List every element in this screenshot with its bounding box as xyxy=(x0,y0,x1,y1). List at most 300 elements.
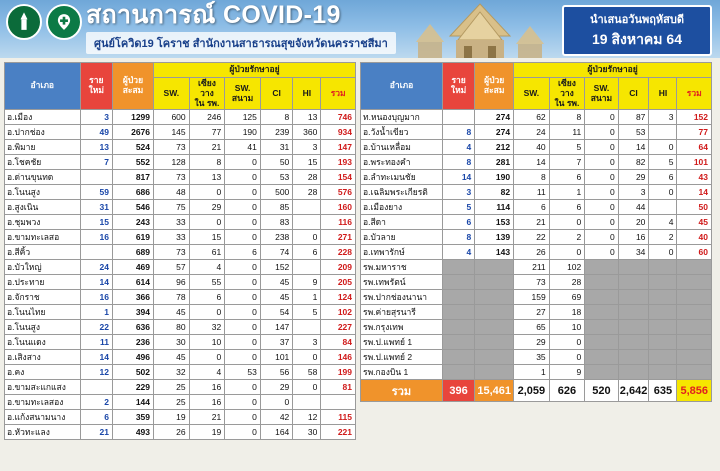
row-sw-field: 21 xyxy=(189,140,225,155)
row-ci: 82 xyxy=(618,155,649,170)
row-sw-field: 8 xyxy=(189,155,225,170)
row-ci: 29 xyxy=(618,170,649,185)
row-new-cases: 22 xyxy=(80,320,112,335)
row-hi xyxy=(293,320,321,335)
row-ci xyxy=(618,290,649,305)
row-new-cases xyxy=(442,365,474,380)
row-amphoe-name: อ.ชุมพวง xyxy=(5,215,81,230)
row-ci xyxy=(618,365,649,380)
row-new-cases: 49 xyxy=(80,125,112,140)
row-new-cases: 31 xyxy=(80,200,112,215)
row-total-cases xyxy=(475,350,514,365)
row-sw: 8 xyxy=(514,170,550,185)
row-total-cases: 281 xyxy=(475,155,514,170)
table-row xyxy=(361,320,712,335)
table-header-row-1 xyxy=(5,63,356,78)
row-ci: 29 xyxy=(260,380,292,395)
row-amphoe-name: อ.วังน้ำเขียว xyxy=(361,125,443,140)
row-total-cases: 274 xyxy=(475,110,514,125)
row-amphoe-name: รพ.ค่ายสุรนารี xyxy=(361,305,443,320)
table-row xyxy=(5,425,356,440)
total-label: รวม xyxy=(361,380,443,402)
row-ci: 20 xyxy=(618,215,649,230)
row-hi: 2 xyxy=(649,230,677,245)
row-amphoe-name: อ.สูงเนิน xyxy=(5,200,81,215)
right-table-body xyxy=(361,110,712,380)
row-ci xyxy=(618,335,649,350)
row-sum: 147 xyxy=(321,140,356,155)
row-sw-snam: 6 xyxy=(225,245,261,260)
row-new-cases: 5 xyxy=(442,200,474,215)
row-sw-snam: 190 xyxy=(225,125,261,140)
row-sw: 32 xyxy=(154,365,190,380)
row-new-cases: 21 xyxy=(80,425,112,440)
row-sw-snam: 0 xyxy=(225,320,261,335)
row-sw-field: 28 xyxy=(549,275,585,290)
row-amphoe-name: อ.บัวใหญ่ xyxy=(5,260,81,275)
row-sw-field: 246 xyxy=(189,110,225,125)
row-hi: 4 xyxy=(649,215,677,230)
row-ci: 44 xyxy=(618,200,649,215)
row-ci xyxy=(618,320,649,335)
row-sum: 102 xyxy=(321,305,356,320)
row-total-cases: 817 xyxy=(112,170,153,185)
row-sum: 746 xyxy=(321,110,356,125)
row-new-cases xyxy=(442,275,474,290)
row-hi xyxy=(649,365,677,380)
row-sum: 271 xyxy=(321,230,356,245)
row-sum: 64 xyxy=(677,140,712,155)
row-sw: 73 xyxy=(514,275,550,290)
row-total-cases: 114 xyxy=(475,200,514,215)
row-hi xyxy=(293,260,321,275)
row-amphoe-name: รพ.กรุงเทพ xyxy=(361,320,443,335)
row-new-cases: 59 xyxy=(80,185,112,200)
row-sum xyxy=(677,290,712,305)
col-total: ผู้ป่วย สะสม xyxy=(112,63,153,110)
row-amphoe-name: รพ.กองบิน 1 xyxy=(361,365,443,380)
total-ci: 2,642 xyxy=(618,380,649,402)
row-sum: 576 xyxy=(321,185,356,200)
row-sum: 934 xyxy=(321,125,356,140)
row-ci: 87 xyxy=(618,110,649,125)
row-sum xyxy=(677,305,712,320)
row-sw: 78 xyxy=(154,290,190,305)
row-sw: 19 xyxy=(154,410,190,425)
row-ci xyxy=(618,275,649,290)
col-ci: CI xyxy=(618,78,649,110)
row-sw-field: 0 xyxy=(549,335,585,350)
row-ci: 31 xyxy=(260,140,292,155)
row-new-cases: 12 xyxy=(80,365,112,380)
row-sw-snam: 0 xyxy=(585,230,618,245)
row-hi: 5 xyxy=(649,155,677,170)
row-total-cases: 686 xyxy=(112,185,153,200)
row-sw: 1 xyxy=(514,365,550,380)
row-sum xyxy=(321,395,356,410)
table-row xyxy=(5,395,356,410)
row-hi xyxy=(649,275,677,290)
row-ci: 53 xyxy=(260,170,292,185)
row-ci: 50 xyxy=(260,155,292,170)
row-sw: 33 xyxy=(154,215,190,230)
right-data-table xyxy=(360,62,712,402)
row-amphoe-name: อ.ขามทะเลสอง xyxy=(5,395,81,410)
row-sw-field: 5 xyxy=(549,140,585,155)
row-amphoe-name: อ.โนนไทย xyxy=(5,305,81,320)
row-sw: 65 xyxy=(514,320,550,335)
row-sw-field: 8 xyxy=(549,110,585,125)
row-sw: 73 xyxy=(154,140,190,155)
row-amphoe-name: อ.เฉลิมพระเกียรติ xyxy=(361,185,443,200)
row-new-cases xyxy=(442,305,474,320)
row-sum: 116 xyxy=(321,215,356,230)
row-sw-field: 7 xyxy=(549,155,585,170)
row-new-cases: 6 xyxy=(80,410,112,425)
row-hi xyxy=(649,200,677,215)
row-sw-snam xyxy=(585,365,618,380)
table-header-row-1 xyxy=(361,63,712,78)
row-amphoe-name: อ.โนนแดง xyxy=(5,335,81,350)
row-sw: 48 xyxy=(154,185,190,200)
table-row xyxy=(361,230,712,245)
row-sw: 29 xyxy=(514,335,550,350)
row-sw-field: 21 xyxy=(189,410,225,425)
row-sw-snam: 0 xyxy=(225,410,261,425)
total-new: 396 xyxy=(442,380,474,402)
row-hi: 0 xyxy=(293,350,321,365)
col-new: ราย ใหม่ xyxy=(80,63,112,110)
row-amphoe-name: อ.พระทองคำ xyxy=(361,155,443,170)
row-total-cases: 2676 xyxy=(112,125,153,140)
row-sw: 33 xyxy=(154,230,190,245)
row-ci: 101 xyxy=(260,350,292,365)
table-row xyxy=(5,155,356,170)
row-new-cases xyxy=(442,335,474,350)
row-total-cases: 243 xyxy=(112,215,153,230)
table-row xyxy=(5,365,356,380)
health-office-logo-icon xyxy=(46,4,82,40)
row-sw-snam: 0 xyxy=(585,215,618,230)
col-amphoe: อำเภอ xyxy=(5,63,81,110)
row-hi: 0 xyxy=(649,245,677,260)
row-sw-field: 0 xyxy=(549,215,585,230)
row-amphoe-name: อ.โนนสูง xyxy=(5,185,81,200)
row-ci: 45 xyxy=(260,275,292,290)
row-sw-field: 55 xyxy=(189,275,225,290)
row-sw-snam: 0 xyxy=(225,395,261,410)
table-row xyxy=(361,305,712,320)
row-hi: 6 xyxy=(293,245,321,260)
row-total-cases: 493 xyxy=(112,425,153,440)
row-amphoe-name: รพ.ป.แพทย์ 1 xyxy=(361,335,443,350)
row-hi xyxy=(649,290,677,305)
row-new-cases: 15 xyxy=(80,215,112,230)
row-sw-snam: 0 xyxy=(225,425,261,440)
row-total-cases: 394 xyxy=(112,305,153,320)
row-sw-snam: 0 xyxy=(225,350,261,365)
row-hi: 3 xyxy=(649,110,677,125)
row-sw-field: 77 xyxy=(189,125,225,140)
row-sw-field: 0 xyxy=(189,185,225,200)
row-new-cases xyxy=(442,260,474,275)
row-hi: 0 xyxy=(293,380,321,395)
row-sum: 43 xyxy=(677,170,712,185)
row-hi xyxy=(649,350,677,365)
row-sw-snam: 125 xyxy=(225,110,261,125)
row-sw: 80 xyxy=(154,320,190,335)
row-sw-field: 0 xyxy=(189,215,225,230)
table-row xyxy=(5,410,356,425)
col-amphoe: อำเภอ xyxy=(361,63,443,110)
table-row xyxy=(361,110,712,125)
row-hi: 28 xyxy=(293,170,321,185)
row-sw: 27 xyxy=(514,305,550,320)
row-total-cases: 552 xyxy=(112,155,153,170)
row-sw-snam: 0 xyxy=(225,290,261,305)
row-total-cases: 469 xyxy=(112,260,153,275)
table-row xyxy=(5,110,356,125)
row-total-cases: 144 xyxy=(112,395,153,410)
row-sw-field: 0 xyxy=(549,350,585,365)
row-new-cases xyxy=(442,320,474,335)
row-new-cases: 8 xyxy=(442,125,474,140)
col-sum: รวม xyxy=(677,78,712,110)
row-sw: 25 xyxy=(154,395,190,410)
col-sum: รวม xyxy=(321,78,356,110)
row-total-cases: 229 xyxy=(112,380,153,395)
row-sw-field: 4 xyxy=(189,260,225,275)
row-hi: 0 xyxy=(293,230,321,245)
row-amphoe-name: รพ.ป.แพทย์ 2 xyxy=(361,350,443,365)
row-sw-snam: 0 xyxy=(225,260,261,275)
row-sw-snam xyxy=(585,275,618,290)
left-data-table xyxy=(4,62,356,440)
row-total-cases xyxy=(475,260,514,275)
row-sum: 221 xyxy=(321,425,356,440)
row-sw-snam: 0 xyxy=(585,140,618,155)
row-new-cases: 3 xyxy=(442,185,474,200)
row-new-cases: 2 xyxy=(80,395,112,410)
table-row xyxy=(5,290,356,305)
row-ci: 53 xyxy=(618,125,649,140)
row-ci: 42 xyxy=(260,410,292,425)
row-ci xyxy=(618,260,649,275)
table-row xyxy=(5,230,356,245)
table-row xyxy=(361,335,712,350)
row-new-cases: 3 xyxy=(80,110,112,125)
col-treating-group: ผู้ป่วยรักษาอยู่ xyxy=(154,63,356,78)
row-sw-field: 69 xyxy=(549,290,585,305)
row-hi: 13 xyxy=(293,110,321,125)
table-row xyxy=(361,260,712,275)
date-label: นำเสนอวันพฤหัสบดี xyxy=(590,14,684,26)
row-hi: 1 xyxy=(293,290,321,305)
row-ci: 34 xyxy=(618,245,649,260)
row-sw: 145 xyxy=(154,125,190,140)
row-hi: 28 xyxy=(293,185,321,200)
row-amphoe-name: รพ.มหาราช xyxy=(361,260,443,275)
table-row xyxy=(5,380,356,395)
row-ci: 164 xyxy=(260,425,292,440)
row-amphoe-name: อ.ด่านขุนทด xyxy=(5,170,81,185)
row-sw: 25 xyxy=(154,380,190,395)
row-sw-snam: 0 xyxy=(585,245,618,260)
row-new-cases: 16 xyxy=(80,290,112,305)
row-amphoe-name: อ.เมืองยาง xyxy=(361,200,443,215)
row-sum: 228 xyxy=(321,245,356,260)
row-sw: 600 xyxy=(154,110,190,125)
date-badge xyxy=(562,5,712,56)
row-sw-snam: 0 xyxy=(585,155,618,170)
row-hi: 0 xyxy=(649,140,677,155)
row-amphoe-name: อ.ปากช่อง xyxy=(5,125,81,140)
row-hi: 3 xyxy=(293,335,321,350)
row-total-cases xyxy=(475,305,514,320)
row-hi: 12 xyxy=(293,410,321,425)
row-sw: 62 xyxy=(514,110,550,125)
row-ci: 37 xyxy=(260,335,292,350)
total-sw-snam: 520 xyxy=(585,380,618,402)
row-new-cases: 14 xyxy=(442,170,474,185)
row-total-cases xyxy=(475,275,514,290)
row-sw-snam xyxy=(585,290,618,305)
row-sw: 24 xyxy=(514,125,550,140)
row-hi: 15 xyxy=(293,155,321,170)
row-sw: 73 xyxy=(154,245,190,260)
table-row xyxy=(361,215,712,230)
province-seal-icon xyxy=(6,4,42,40)
row-sw-field: 16 xyxy=(189,380,225,395)
row-sw: 26 xyxy=(514,245,550,260)
row-ci: 14 xyxy=(618,140,649,155)
row-amphoe-name: อ.บ้านเหลื่อม xyxy=(361,140,443,155)
row-total-cases: 274 xyxy=(475,125,514,140)
row-total-cases: 524 xyxy=(112,140,153,155)
table-row xyxy=(5,260,356,275)
row-total-cases: 82 xyxy=(475,185,514,200)
row-sum: 205 xyxy=(321,275,356,290)
row-sum: 152 xyxy=(677,110,712,125)
row-sum xyxy=(677,350,712,365)
row-sw: 26 xyxy=(154,425,190,440)
row-sw-snam: 0 xyxy=(585,200,618,215)
row-new-cases: 7 xyxy=(80,155,112,170)
row-sw-field: 19 xyxy=(189,425,225,440)
row-hi xyxy=(649,125,677,140)
row-new-cases xyxy=(80,245,112,260)
row-sw-field: 10 xyxy=(549,320,585,335)
total-row xyxy=(361,380,712,402)
row-amphoe-name: อ.เสิงสาง xyxy=(5,350,81,365)
row-sum: 146 xyxy=(321,350,356,365)
title-block xyxy=(86,2,396,54)
row-hi xyxy=(293,215,321,230)
row-new-cases: 16 xyxy=(80,230,112,245)
row-sw-field: 0 xyxy=(549,245,585,260)
row-hi xyxy=(649,320,677,335)
row-new-cases: 14 xyxy=(80,275,112,290)
row-sw-snam: 0 xyxy=(225,335,261,350)
row-total-cases: 212 xyxy=(475,140,514,155)
row-sum: 154 xyxy=(321,170,356,185)
row-sw-snam xyxy=(585,350,618,365)
row-hi: 58 xyxy=(293,365,321,380)
row-total-cases xyxy=(475,335,514,350)
row-ci: 147 xyxy=(260,320,292,335)
row-ci: 74 xyxy=(260,245,292,260)
row-ci: 500 xyxy=(260,185,292,200)
table-row xyxy=(361,245,712,260)
table-row xyxy=(5,140,356,155)
table-row xyxy=(361,275,712,290)
row-amphoe-name: อ.สีคิ้ว xyxy=(5,245,81,260)
row-new-cases xyxy=(80,170,112,185)
row-total-cases: 636 xyxy=(112,320,153,335)
left-table-body xyxy=(5,110,356,440)
left-table-panel xyxy=(4,62,356,469)
row-amphoe-name: อ.สีดา xyxy=(361,215,443,230)
row-sw: 211 xyxy=(514,260,550,275)
row-sum xyxy=(677,365,712,380)
row-sw-snam: 0 xyxy=(225,380,261,395)
table-row xyxy=(5,320,356,335)
total-sw-field: 626 xyxy=(549,380,585,402)
row-total-cases xyxy=(475,365,514,380)
row-new-cases: 24 xyxy=(80,260,112,275)
col-hi: HI xyxy=(293,78,321,110)
row-sw-snam: 53 xyxy=(225,365,261,380)
row-sw: 6 xyxy=(514,200,550,215)
row-ci xyxy=(618,305,649,320)
row-sw: 128 xyxy=(154,155,190,170)
row-hi: 0 xyxy=(649,185,677,200)
row-sw-field: 1 xyxy=(549,185,585,200)
row-ci: 54 xyxy=(260,305,292,320)
logo-group xyxy=(6,4,82,40)
row-sw-snam: 41 xyxy=(225,140,261,155)
row-sw-snam xyxy=(585,260,618,275)
row-sum: 77 xyxy=(677,125,712,140)
row-sw: 45 xyxy=(154,305,190,320)
page-header xyxy=(0,0,720,58)
col-sw-snam: SW. สนาม xyxy=(225,78,261,110)
row-sw-field: 16 xyxy=(189,395,225,410)
row-sw-snam: 0 xyxy=(225,200,261,215)
row-sw: 22 xyxy=(514,230,550,245)
row-hi: 3 xyxy=(293,140,321,155)
row-sum: 209 xyxy=(321,260,356,275)
row-hi: 6 xyxy=(649,170,677,185)
row-sum: 115 xyxy=(321,410,356,425)
table-row xyxy=(5,275,356,290)
row-sw-field: 0 xyxy=(189,350,225,365)
row-sw-snam: 0 xyxy=(225,275,261,290)
table-row xyxy=(361,365,712,380)
row-ci: 238 xyxy=(260,230,292,245)
row-ci: 239 xyxy=(260,125,292,140)
table-row xyxy=(5,350,356,365)
row-ci xyxy=(618,350,649,365)
row-sum xyxy=(677,260,712,275)
row-total-cases xyxy=(475,290,514,305)
row-sw-snam: 0 xyxy=(585,125,618,140)
row-ci: 0 xyxy=(260,395,292,410)
row-sw-snam: 0 xyxy=(225,185,261,200)
col-treating-group: ผู้ป่วยรักษาอยู่ xyxy=(514,63,712,78)
temple-illustration xyxy=(390,2,570,58)
page-title: สถานการณ์ COVID-19 xyxy=(86,1,341,29)
